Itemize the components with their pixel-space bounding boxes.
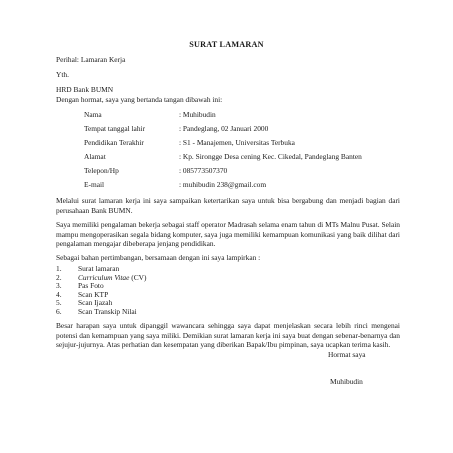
identity-row-name [84, 110, 216, 120]
identity-label: Nama [84, 110, 102, 119]
paragraph-experience: Saya memiliki pengalaman bekerja sebagai staff operator Madrasah selama enam tahun di MTs Malnu Pusat. Selain mampu mengoperasikan segala bidang komputer, saya juga memiliki kemampuan komunikasi yang baik dilihat dari pengalaman mengajar dibeberapa jenjang pendidikan. [56, 220, 400, 249]
paragraph-closing: Besar harapan saya untuk dipanggil wawancara sehingga saya dapat menjelaskan secara lebih rinci mengenai potensi dan kemampuan yang saya miliki. Demikian surat lamaran kerja ini saya buat dengan sebenar-benarnya dan sejujur-jujurnya. Atas perhatian dan kesempatan yang diberikan Bapak/Ibu pimpinan, saya ucapkan terima kasih. [56, 321, 400, 350]
attachment-list [56, 265, 146, 317]
intro-line: Dengan hormat, saya yang bertanda tangan dibawah ini: [56, 95, 223, 104]
signature-name: Muhibudin [330, 377, 363, 386]
list-item: 5. Scan Ijazah [56, 298, 113, 308]
identity-label: Pendidikan Terakhir [84, 138, 144, 147]
list-item: 3. Pas Foto [56, 281, 104, 291]
identity-value: : Kp. Sirongge Desa cening Kec. Cikedal, Pandeglang Banten [179, 152, 362, 161]
identity-row-birth [84, 124, 268, 134]
subject-line: Perihal: Lamaran Kerja [56, 55, 126, 64]
identity-value: : Muhibudin [179, 110, 216, 119]
identity-row-education [84, 138, 295, 148]
paragraph-interest: Melalui surat lamaran kerja ini saya sampaikan ketertarikan saya untuk bisa bergabung dan menjadi bagian dari perusahaan Bank BUMN. [56, 196, 400, 215]
salutation-yth: Yth. [56, 70, 69, 79]
identity-label: E-mail [84, 180, 105, 189]
letter-title: SURAT LAMARAN [189, 40, 264, 49]
paragraph-attachments-intro: Sebagai bahan pertimbangan, bersamaan dengan ini saya lampirkan : [56, 253, 261, 262]
identity-value: : Pandeglang, 02 Januari 2000 [179, 124, 269, 133]
recipient: HRD Bank BUMN [56, 85, 114, 94]
identity-row-address [84, 152, 362, 162]
identity-value: : S1 - Manajemen, Universitas Terbuka [179, 138, 295, 147]
identity-row-phone [84, 166, 227, 176]
identity-label: Alamat [84, 152, 106, 161]
identity-value: : muhibudin 238@gmail.com [179, 180, 267, 189]
identity-row-email [84, 180, 266, 190]
list-item: 2. Curriculum Vitae (CV) [56, 272, 147, 282]
identity-value: : 085773507370 [179, 166, 228, 175]
closing-phrase: Hormat saya [328, 350, 366, 359]
list-item: 4. Scan KTP [56, 289, 109, 299]
list-item: 6. Scan Transkip Nilai [56, 306, 137, 316]
list-item: 1. Surat lamaran [56, 264, 120, 273]
identity-label: Telepon/Hp [84, 166, 119, 175]
identity-label: Tempat tanggal lahir [84, 124, 146, 133]
